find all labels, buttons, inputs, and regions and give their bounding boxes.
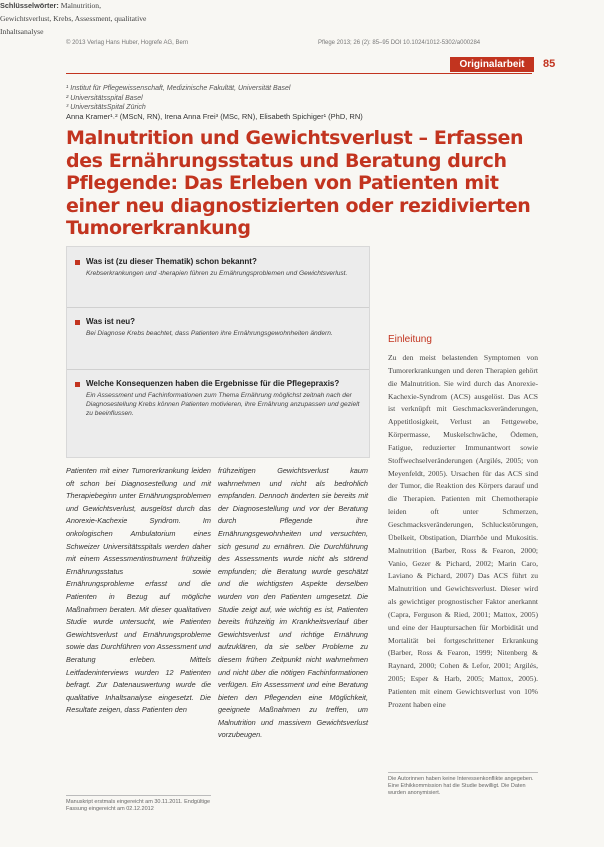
- article-type-badge: Originalarbeit: [450, 57, 534, 72]
- affiliation-2: ² Universitätsspital Basel: [66, 94, 143, 102]
- manuscript-footnote: Manuskript erstmals eingereicht am 30.11.2011. Endgültige Fassung eingereicht am 02.12.2012: [66, 795, 211, 813]
- header-rule: [66, 73, 532, 74]
- summary-question: Was ist (zu dieser Thematik) schon bekannt?: [86, 257, 257, 266]
- summary-question: Welche Konsequenzen haben die Ergebnisse für die Pflegepraxis?: [86, 379, 340, 388]
- bullet-icon: [75, 320, 80, 325]
- summary-answer: Krebserkrankungen und -therapien führen zu Ernährungsproblemen und Gewichtsverlust.: [86, 270, 348, 277]
- summary-item-known: [75, 257, 365, 278]
- summary-answer: Ein Assessment und Fachinformationen zum Thema Ernährung möglichst zeitnah nach der Diagnosestellung Krebs können Patienten motivieren, ihre Ernährung anzupassen und gezielt zu beeinflussen.: [86, 392, 360, 417]
- conflict-footnote: Die Autorinnen haben keine Interessenkonflikte angegeben. Eine Ethikkommission hat die Studie bewilligt. Die Daten wurden anonymisiert.: [388, 772, 538, 797]
- divider: [67, 307, 369, 308]
- affiliation-1: ¹ Institut für Pflegewissenschaft, Medizinische Fakultät, Universität Basel: [66, 85, 291, 92]
- bullet-icon: [75, 382, 80, 387]
- affiliation-3: ³ UniversitätsSpital Zürich: [66, 104, 146, 111]
- abstract-column-2: frühzeitigen Gewichtsverlust kaum wahrnehmen und nicht als bedrohlich empfanden. Dennoch änderten sie bereits mit der Diagnosestellung und vor der Beratung durch Pflegende ihre Ernährungsgewohnheiten und versuchten, sich gesund zu ernähren. Die Durchführung des Assessments wurde nicht als störend empfunden; die Beratung wurde geschätzt und die wichtigsten Aspekte derselben wurden von den Patienten umgesetzt. Die Studie zeigt auf, wie wichtig es ist, Patienten bereits frühzeitig im Krankheitsverlauf über Gewichtsverlust und richtige Ernährung aufzuklären, da sie selber Probleme zu diesem frühen Zeitpunkt nicht wahrnehmen und nicht über die nötigen Fachinformationen verfügen. Ein Assessment und eine Beratung bieten den Pflegenden eine Möglichkeit, geeignete Maßnahmen zu treffen, um Malnutrition und massivem Gewichtsverlust vorzubeugen.: [218, 466, 368, 740]
- page-number: 85: [543, 58, 556, 70]
- body-column-3: Zu den meist belastenden Symptomen von Tumorerkrankungen und deren Therapien gehört die Malnutrition. Sie wird durch das Anorexie-Kachexie-Syndrom (ACS) ausgelöst. Das ACS ist verknüpft mit Geschmacksveränderungen, Appetitlosigkeit, Verlust an Fettgewebe, Körpermasse, Muskelschwäche, Ödemen, Fatigue, reduzierter Immunantwort sowie Stoffwechselveränderungen (Argilés, 2005; von Meyenfeldt, 2005). Ursachen für das ACS sind der Tumor, die Reaktion des Körpers darauf und die Therapien. Patienten mit Chemotherapie leiden oft unter Schmerzen, Geschmacksveränderungen, Schluckstörungen, Übelkeit, Obstipation, Diarrhöe und Mukositis. Malnutrition (Barber, Ross & Fearon, 2000; Vanio, Gezer & Pichard, 2002; Marin Caro, Laviano & Pichard, 2007) Das ACS führt zu Malnutrition und Gewichtsverlust. Dieser wird als gewichtiger prognostischer Faktor anerkannt (Capra, Ferguson & Ried, 2001; Mattox, 2005) und eine der Hauptursachen für Morbidität und Mortalität bei fortgeschrittener Erkrankung (Barber, Ross & Fearon, 1999; Nitenberg & Raynard, 2000; Cohen & Lefor, 2001; Argilés, 2005; Esper & Harb, 2005; Mattox, 2005). Patienten mit einem Gewichtsverlust von 10% Prozent haben eine: [388, 353, 538, 709]
- affiliations: [66, 84, 290, 113]
- running-header-left: © 2013 Verlag Hans Huber, Hogrefe AG, Bern: [66, 40, 189, 46]
- summary-answer: Bei Diagnose Krebs beachtet, dass Patienten ihre Ernährungsgewohnheiten ändern.: [86, 330, 333, 337]
- article-title: Malnutrition und Gewichtsverlust – Erfassen des Ernährungsstatus und Beratung durch Pflegende: Das Erleben von Patienten mit einer neu diagnostizierten oder rezidivierten Tumorerkrankung: [66, 127, 531, 239]
- running-header-right: Pflege 2013; 26 (2): 85–95 DOI 10.1024/1012-5302/a000284: [318, 40, 481, 46]
- keywords: [0, 0, 150, 39]
- summary-question: Was ist neu?: [86, 317, 136, 326]
- keywords-label: Schlüsselwörter:: [0, 1, 59, 10]
- summary-item-new: [75, 317, 365, 338]
- abstract-column-1: Patienten mit einer Tumorerkrankung leiden oft schon bei Diagnosestellung und mit Therapiebeginn unter Ernährungsproblemen und Gewichtsverlust, ausgelöst durch das Anorexie-Kachexie Syndrom. Im onkologischen Ambulatorium eines Schweizer Universitätsspitals werden daher mit einem Assessmentinstrument frühzeitig Ernährungsstatus sowie Ernährungsprobleme erfasst und die Patienten in Bezug auf mögliche Maßnahmen beraten. Mit dieser qualitativen Studie wurde untersucht, wie Patienten Gewichtsverlust und Ernährungsprobleme sowie das Durchführen von Assessment und Beratung erleben. Mittels Leitfadeninterviews wurden 12 Patienten befragt. Zur Datenauswertung wurde die qualitative Inhaltsanalyse eingesetzt. Die Resultate zeigen, dass Patienten den: [66, 466, 211, 715]
- summary-box: [66, 246, 370, 458]
- section-heading: Einleitung: [388, 334, 432, 345]
- divider: [67, 369, 369, 370]
- bullet-icon: [75, 260, 80, 265]
- authors: Anna Kramer¹˒² (MScN, RN), Irena Anna Frei³ (MSc, RN), Elisabeth Spichiger¹ (PhD, RN): [66, 112, 363, 121]
- keywords-text: Malnutrition, Gewichtsverlust, Krebs, Assessment, qualitative Inhaltsanalyse: [0, 1, 147, 36]
- summary-item-consequences: [75, 379, 365, 418]
